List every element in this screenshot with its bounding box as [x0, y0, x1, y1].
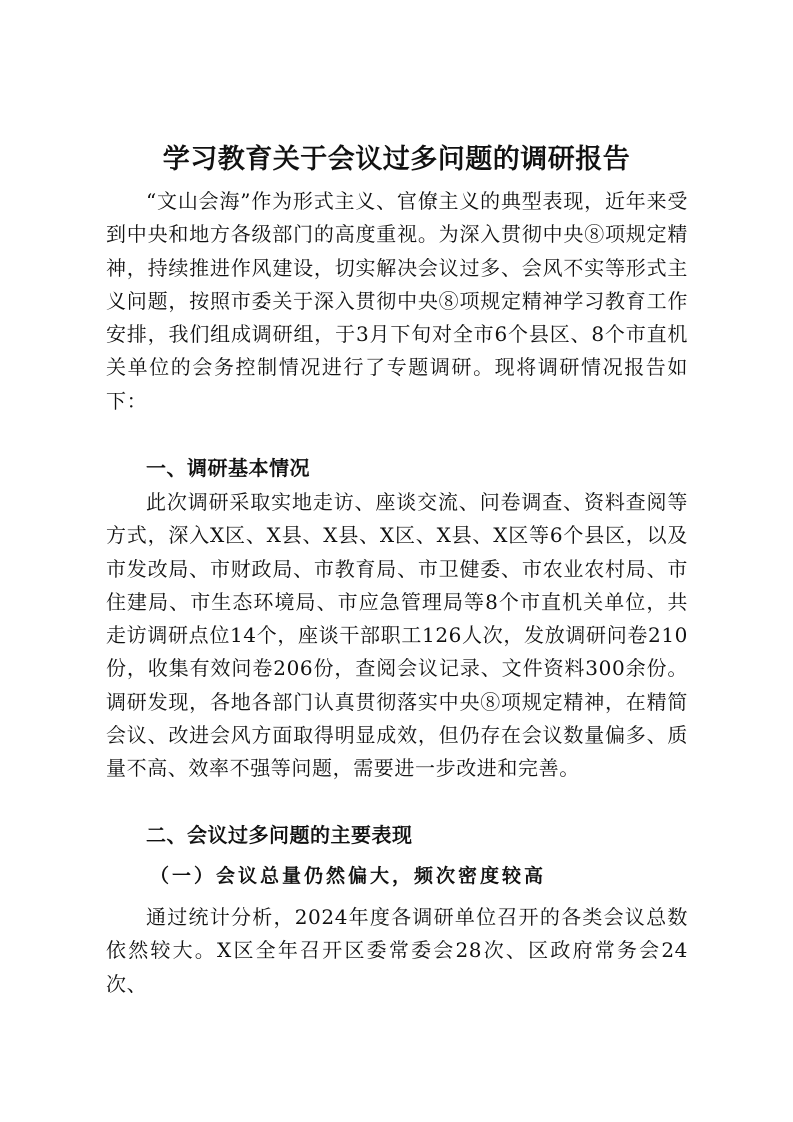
document-title: 学习教育关于会议过多问题的调研报告: [162, 144, 631, 175]
section-heading-main-manifestations: 二、会议过多问题的主要表现: [146, 823, 413, 847]
subsection-heading-meeting-volume: （一）会议总量仍然偏大，频次密度较高: [150, 865, 547, 887]
section-basic-situation-paragraph: 此次调研采取实地走访、座谈交流、问卷调查、资料查阅等方式，深入X区、X县、X县、X区、X县、X区等6个县区，以及市发改局、市财政局、市教育局、市卫健委、市农业农村局、市住建局、市生态环境局、市应急管理局等8个市直机关单位，共走访调研点位14个，座谈干部职工126人次，发放调研问卷210份，收集有效问卷206份，查阅会议记录、文件资料300余份。调研发现，各地各部门认真贯彻落实中央⑧项规定精神，在精简会议、改进会风方面取得明显成效，但仍存在会议数量偏多、质量不高、效率不强等问题，需要进一步改进和完善。: [106, 490, 688, 781]
section-heading-basic-situation: 一、调研基本情况: [146, 456, 310, 480]
subsection-meeting-volume-paragraph: 通过统计分析，2024年度各调研单位召开的各类会议总数依然较大。X区全年召开区委常委会28次、区政府常务会24次、: [106, 905, 688, 996]
intro-paragraph: “文山会海”作为形式主义、官僚主义的典型表现，近年来受到中央和地方各级部门的高度重视。为深入贯彻中央⑧项规定精神，持续推进作风建设，切实解决会议过多、会风不实等形式主义问题，按照市委关于深入贯彻中央⑧项规定精神学习教育工作安排，我们组成调研组，于3月下旬对全市6个县区、8个市直机关单位的会务控制情况进行了专题调研。现将调研情况报告如下：: [106, 189, 688, 413]
